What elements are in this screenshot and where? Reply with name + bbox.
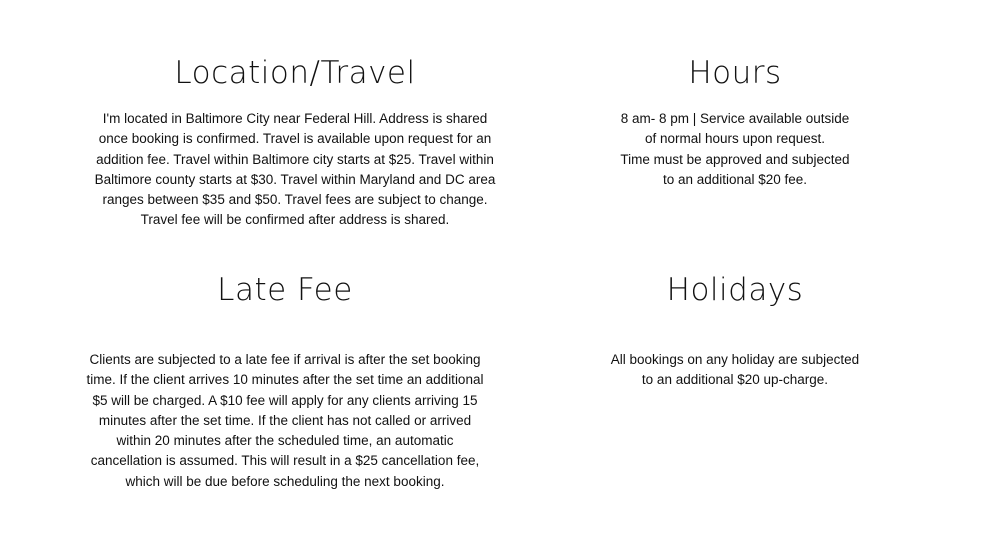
hours-line: of normal hours upon request. <box>644 131 826 147</box>
location-travel-line: I'm located in Baltimore City near Federal Hill. Address is shared <box>102 111 488 126</box>
location-travel-heading: Location/Travel <box>174 55 416 91</box>
holidays-heading: Holidays <box>666 272 804 308</box>
location-travel-line: addition fee. Travel within Baltimore city starts at $25. Travel within <box>96 151 494 167</box>
late-fee-line: minutes after the set time. If the client has not called or arrived <box>98 412 472 428</box>
hours-line: Time must be approved and subjected <box>620 151 850 167</box>
late-fee-line: within 20 minutes after the scheduled time, an automatic <box>116 433 454 449</box>
late-fee-section <box>60 272 510 492</box>
hours-heading: Hours <box>688 55 782 91</box>
holidays-section <box>560 272 910 391</box>
hours-section <box>560 55 910 190</box>
holidays-line: All bookings on any holiday are subjected <box>610 352 860 367</box>
hours-line: 8 am- 8 pm | Service available outside <box>620 111 850 126</box>
late-fee-text <box>60 350 510 492</box>
location-travel-line: once booking is confirmed. Travel is available upon request for an <box>98 131 492 147</box>
late-fee-line: which will be due before scheduling the next booking. <box>125 473 445 489</box>
location-travel-line: Travel fee will be confirmed after address is shared. <box>140 212 450 228</box>
late-fee-line: cancellation is assumed. This will result in a $25 cancellation fee, <box>90 453 480 469</box>
late-fee-line: Clients are subjected to a late fee if arrival is after the set booking <box>89 352 481 367</box>
late-fee-line: $5 will be charged. A $10 fee will apply for any clients arriving 15 <box>92 392 478 408</box>
location-travel-text <box>70 109 520 231</box>
late-fee-line: time. If the client arrives 10 minutes after the set time an additional <box>86 372 484 388</box>
holidays-text <box>560 350 910 391</box>
location-travel-line: ranges between $35 and $50. Travel fees are subject to change. <box>102 192 488 208</box>
location-travel-section <box>70 55 520 231</box>
location-travel-line: Baltimore county starts at $30. Travel within Maryland and DC area <box>94 171 496 187</box>
late-fee-heading: Late Fee <box>217 272 353 308</box>
hours-text <box>560 109 910 190</box>
holidays-line: to an additional $20 up-charge. <box>641 372 829 388</box>
hours-line: to an additional $20 fee. <box>662 171 808 187</box>
